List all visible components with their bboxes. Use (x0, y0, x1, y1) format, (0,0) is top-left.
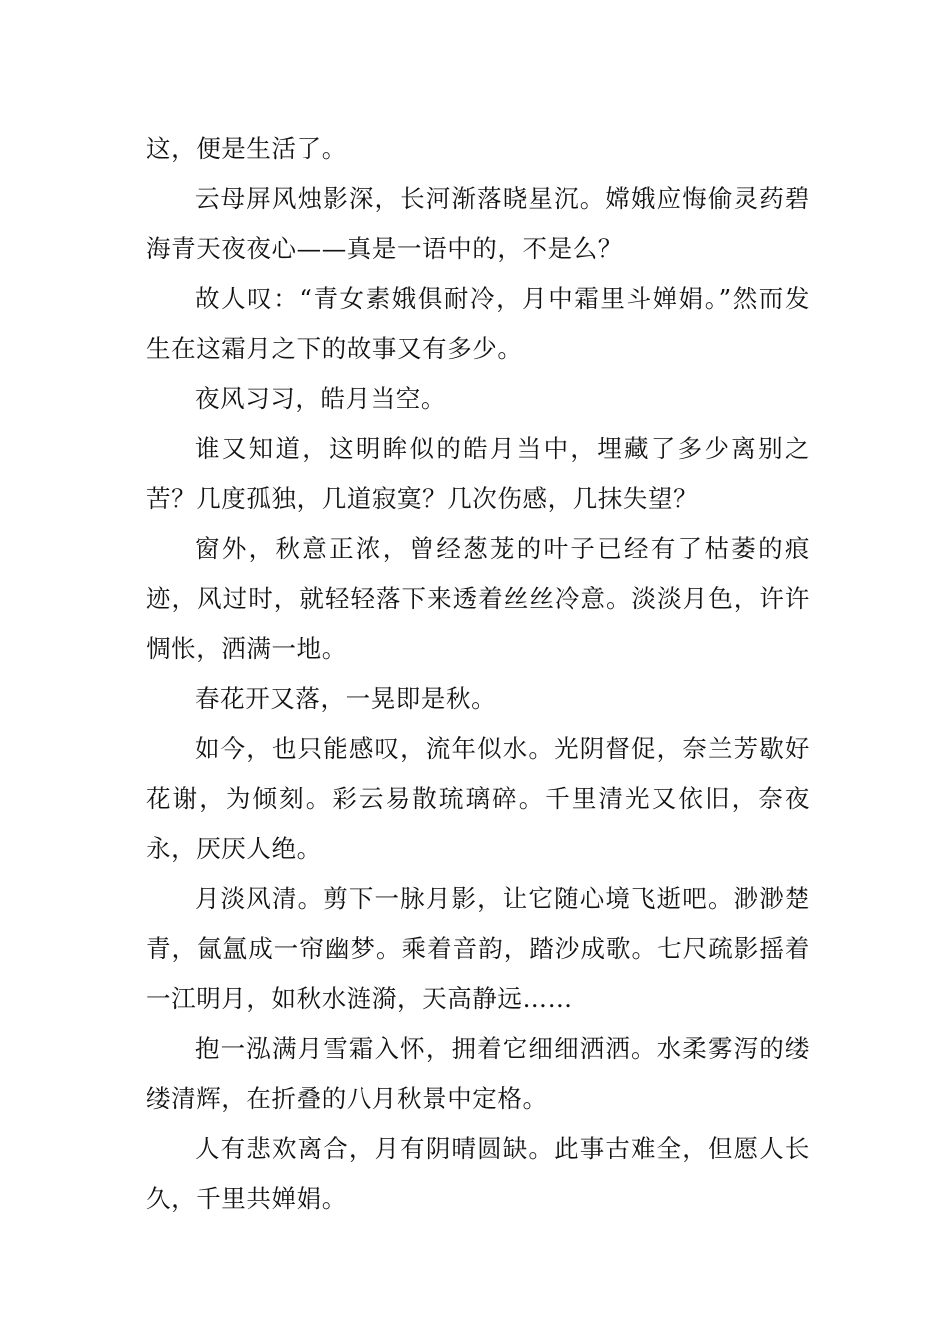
paragraph-7: 春花开又落，一晃即是秋。 (195, 684, 497, 713)
paragraph-4: 夜风习习，皓月当空。 (195, 384, 446, 413)
paragraph-8: 如今，也只能感叹，流年似水。光阴督促，奈兰芳歇好花谢，为倾刻。彩云易散琉璃碎。千里清光又依旧，奈夜永，厌厌人绝。 (146, 734, 810, 863)
paragraph-1: 这，便是生活了。 (146, 134, 347, 163)
paragraph-3: 故人叹：“青女素娥俱耐冷，月中霜里斗婵娟。”然而发生在这霜月之下的故事又有多少。 (146, 284, 810, 363)
paragraph-2: 云母屏风烛影深，长河渐落晓星沉。嫦娥应悔偷灵药碧海青天夜夜心——真是一语中的，不是么？ (146, 184, 810, 263)
paragraph-6: 窗外，秋意正浓，曾经葱茏的叶子已经有了枯萎的痕迹，风过时，就轻轻落下来透着丝丝冷意。淡淡月色，许许惆怅，洒满一地。 (146, 534, 810, 663)
paragraph-9: 月淡风清。剪下一脉月影，让它随心境飞逝吧。渺渺楚青，氤氲成一帘幽梦。乘着音韵，踏沙成歌。七尺疏影摇着一江明月，如秋水涟漪，天高静远…… (146, 884, 810, 1013)
paragraph-5: 谁又知道，这明眸似的皓月当中，埋藏了多少离别之苦？几度孤独，几道寂寞？几次伤感，几抹失望？ (146, 434, 810, 513)
document-page (146, 124, 810, 1224)
paragraph-10: 抱一泓满月雪霜入怀，拥着它细细洒洒。水柔雾泻的缕缕清辉，在折叠的八月秋景中定格。 (146, 1034, 810, 1113)
paragraph-11: 人有悲欢离合，月有阴晴圆缺。此事古难全，但愿人长久，千里共婵娟。 (146, 1134, 810, 1213)
